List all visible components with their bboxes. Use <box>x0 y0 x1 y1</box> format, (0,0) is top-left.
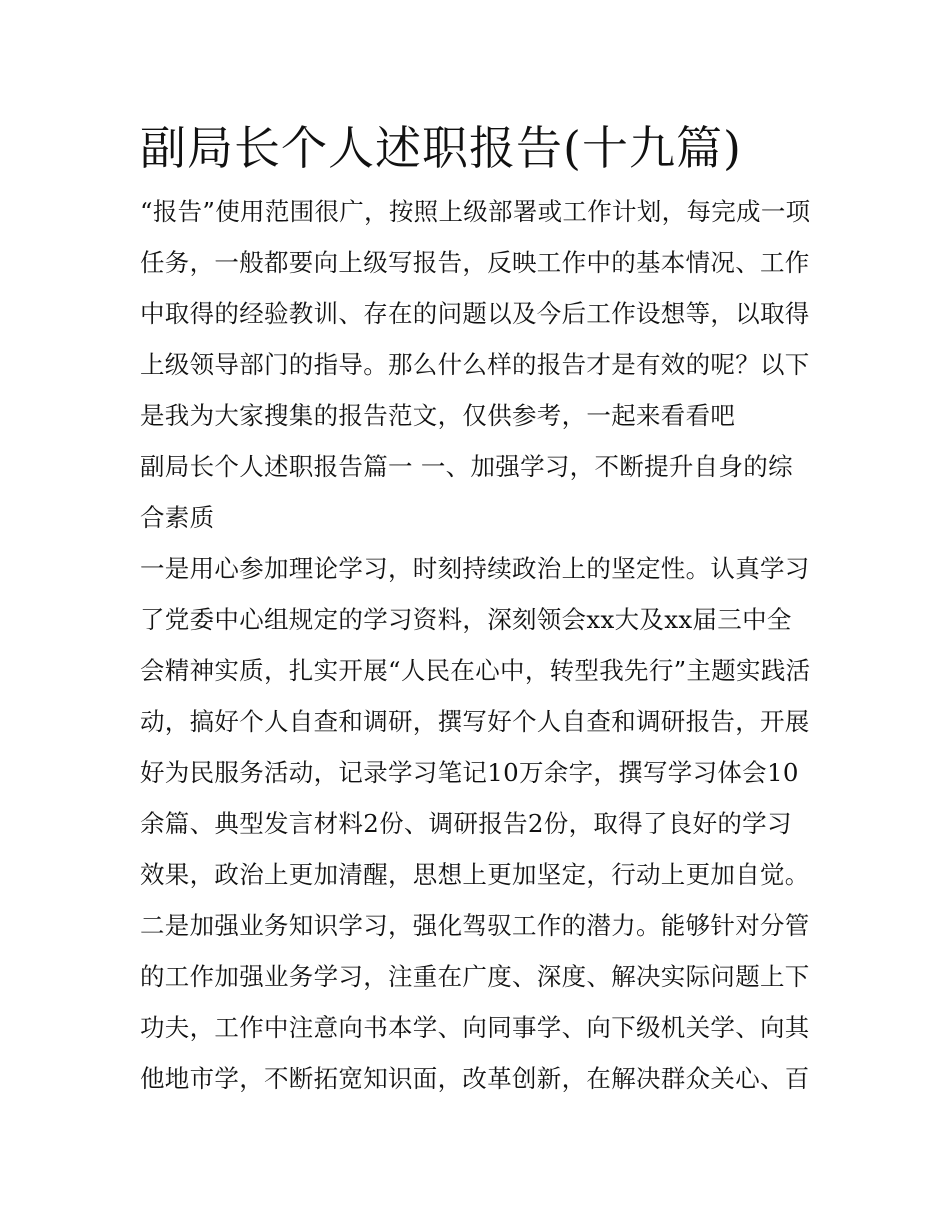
text-line: 的工作加强业务学习，注重在广度、深度、解决实际问题上下 <box>140 962 810 991</box>
text-line: 好为民服务活动，记录学习笔记10万余字，撰写学习体会10 <box>140 758 799 787</box>
document-title: 副局长个人述职报告(十九篇) <box>140 121 742 175</box>
text-line: 效果，政治上更加清醒，思想上更加坚定，行动上更加自觉。 <box>140 860 810 889</box>
text-line: 二是加强业务知识学习，强化驾驭工作的潜力。能够针对分管 <box>140 911 810 940</box>
document-body <box>140 118 812 1104</box>
text-line: 功夫，工作中注意向书本学、向同事学、向下级机关学、向其 <box>140 1013 810 1042</box>
text-line: 余篇、典型发言材料2份、调研报告2份，取得了良好的学习 <box>140 809 792 838</box>
text-line: 上级领导部门的指导。那么什么样的报告才是有效的呢？以下 <box>140 350 810 379</box>
section-heading-line: 副局长个人述职报告篇一 一、加强学习，不断提升自身的综 <box>140 452 793 481</box>
text-line: 会精神实质，扎实开展“人民在心中，转型我先行”主题实践活 <box>140 656 811 685</box>
section-heading-line: 合素质 <box>140 503 215 532</box>
text-line: 动，搞好个人自查和调研，撰写好个人自查和调研报告，开展 <box>140 707 810 736</box>
text-line: “报告”使用范围很广，按照上级部署或工作计划，每完成一项 <box>140 197 811 226</box>
text-line: 他地市学，不断拓宽知识面，改革创新，在解决群众关心、百 <box>140 1064 810 1093</box>
text-line: 是我为大家搜集的报告范文，仅供参考，一起来看看吧 <box>140 401 736 430</box>
text-line: 了党委中心组规定的学习资料，深刻领会xx大及xx届三中全 <box>140 605 792 634</box>
text-line: 中取得的经验教训、存在的问题以及今后工作设想等，以取得 <box>140 299 810 328</box>
text-line: 一是用心参加理论学习，时刻持续政治上的坚定性。认真学习 <box>140 554 810 583</box>
text-line: 任务，一般都要向上级写报告，反映工作中的基本情况、工作 <box>140 248 810 277</box>
